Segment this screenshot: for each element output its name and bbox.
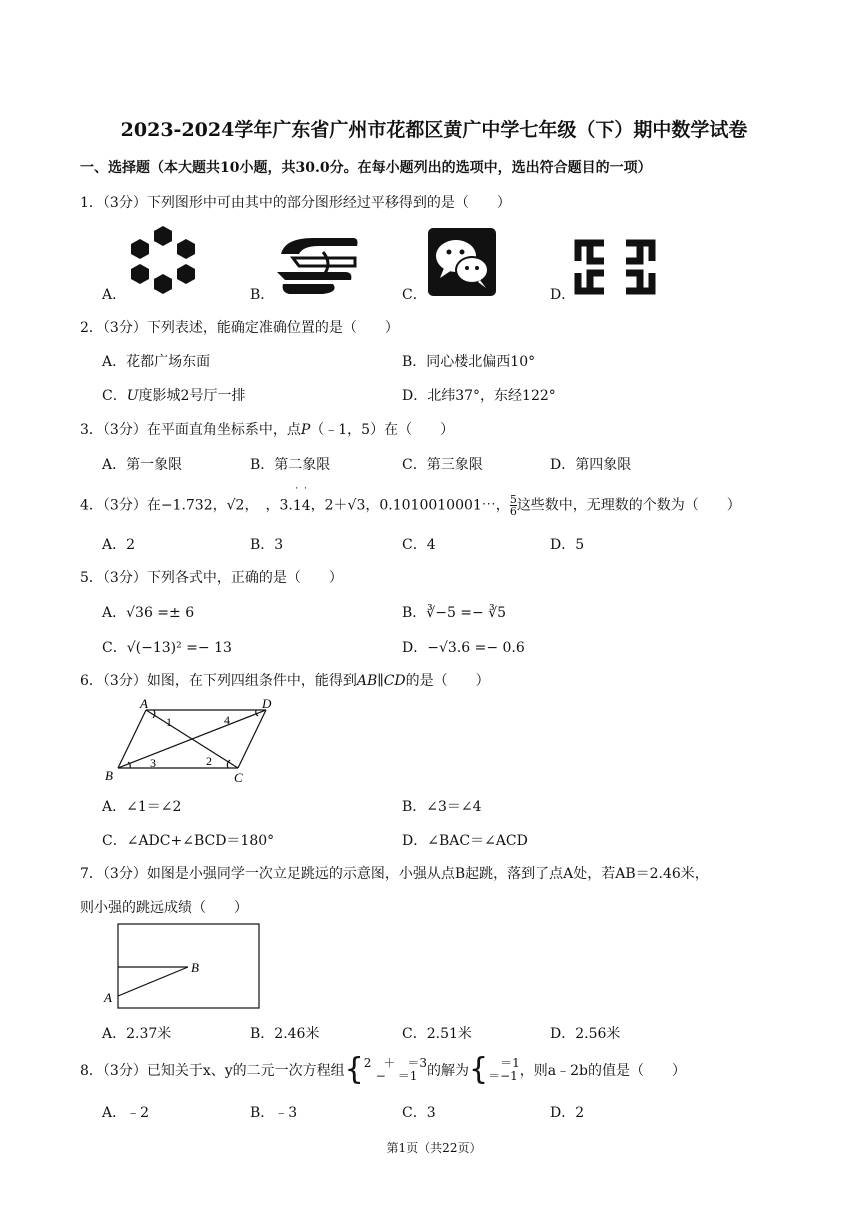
angle-1-label: 1 xyxy=(166,715,172,729)
question-3-stem: 3．（3分）在平面直角坐标系中，点P（﹣1，5）在（ ） xyxy=(80,422,455,438)
q2-option-d: D．北纬37°，东经122° xyxy=(402,388,556,404)
fraction-five-sixths: $\frac{5}{6}$ xyxy=(509,493,517,518)
q1-option-d-label: D． xyxy=(550,287,576,303)
angle-3-label: 3 xyxy=(150,756,156,770)
q8-option-b: B．﹣3 xyxy=(250,1105,298,1121)
swirl-logo-figure xyxy=(273,234,359,296)
q7-option-d: D．2.56米 xyxy=(550,1026,621,1042)
q8-option-c: C．3 xyxy=(402,1105,436,1121)
question-1-stem: 1．（3分）下列图形中可由其中的部分图形经过平移得到的是（ ） xyxy=(80,195,511,211)
question-6-stem: 6．（3分）如图，在下列四组条件中，能得到AB∥CD的是（ ） xyxy=(80,673,490,689)
q6-option-b: B．∠3＝∠4 xyxy=(402,799,482,815)
fret-pattern-figure xyxy=(574,239,656,295)
parallelogram-figure xyxy=(100,696,282,786)
question-5-stem: 5．（3分）下列各式中，正确的是（ ） xyxy=(80,570,343,586)
equation-system: 2 ＋ ＝3 − ＝1 xyxy=(363,1056,427,1083)
question-2-stem: 2．（3分）下列表述，能确定准确位置的是（ ） xyxy=(80,320,399,336)
q6-option-a: A．∠1＝∠2 xyxy=(102,799,182,815)
q4-option-b: B．3 xyxy=(250,537,284,553)
solution-system: ＝1 ＝−1 xyxy=(488,1056,520,1083)
vertex-a-label: A xyxy=(140,696,148,711)
long-jump-figure xyxy=(100,920,264,1010)
q3-option-d: D．第四象限 xyxy=(550,457,632,473)
q3-option-c: C．第三象限 xyxy=(402,457,483,473)
hexagon-ring-figure xyxy=(126,224,200,296)
q6-option-d: D．∠BAC＝∠ACD xyxy=(402,833,528,849)
vertex-b-label: B xyxy=(105,768,113,783)
q6-option-c: C．∠ADC+∠BCD＝180° xyxy=(102,833,275,849)
angle-4-label: 4 xyxy=(224,713,230,727)
q3-option-a: A．第一象限 xyxy=(102,457,183,473)
page-title: 2023-2024学年广东省广州市花都区黄广中学七年级（下）期中数学试卷 xyxy=(120,119,748,141)
q5-option-d: D．−√3.6 =− 0.6 xyxy=(402,640,525,656)
q1-option-c-label: C． xyxy=(402,287,427,303)
q5-option-b: B．∛−5 =− ∛5 xyxy=(402,605,507,621)
question-4-stem: 4．（3分）在−1.732，√2， ，3. ˙ ˙ 14，2＋√3，0.1010010001⋯， $\frac{5}{6}$ 这些数中，无理数的个数为（ ） xyxy=(80,485,741,518)
q7-option-b: B．2.46米 xyxy=(250,1026,320,1042)
q3-option-b: B．第二象限 xyxy=(250,457,331,473)
q4-option-d: D．5 xyxy=(550,537,585,553)
q4-option-a: A．2 xyxy=(102,537,136,553)
page-footer: 第1页（共22页） xyxy=(386,1141,482,1155)
q1-option-b-label: B． xyxy=(250,287,275,303)
q1-option-a-label: A． xyxy=(102,287,127,303)
q4-option-c: C．4 xyxy=(402,537,436,553)
vertex-c-label: C xyxy=(234,770,243,785)
point-b-label: B xyxy=(191,960,199,975)
q8-option-a: A．﹣2 xyxy=(102,1105,150,1121)
point-a-label: A xyxy=(104,990,112,1005)
repeating-dots: ˙ ˙ xyxy=(293,485,309,499)
solution-brace-left: { xyxy=(469,1052,489,1087)
q5-option-c: C．√(−13)² =− 13 xyxy=(102,640,232,656)
section-heading: 一、选择题（本大题共10小题，共30.0分。在每小题列出的选项中，选出符合题目的一项） xyxy=(80,160,652,176)
q8-option-d: D．2 xyxy=(550,1105,585,1121)
angle-2-label: 2 xyxy=(206,754,212,768)
q2-option-a: A．花都广场东面 xyxy=(102,354,211,370)
question-7-line-1: 7．（3分）如图是小强同学一次立足跳远的示意图，小强从点B起跳，落到了点A处，若AB＝2.46米， xyxy=(80,866,709,882)
q7-option-c: C．2.51米 xyxy=(402,1026,472,1042)
q5-option-a: A．√36 =± 6 xyxy=(102,605,195,621)
question-8-stem: 8．（3分）已知关于x、y的二元一次方程组 { 2 ＋ ＝3 − ＝1 的解为 { ＝1 ＝−1 ，则a﹣2b的值是（ ） xyxy=(80,1052,686,1087)
chat-bubbles-figure xyxy=(428,228,496,296)
q7-option-a: A．2.37米 xyxy=(102,1026,172,1042)
question-7-line-2: 则小强的跳远成绩（ ） xyxy=(80,900,248,916)
q2-option-c: C．U度影城2号厅一排 xyxy=(102,388,246,404)
vertex-d-label: D xyxy=(262,696,272,711)
q2-option-b: B．同心楼北偏西10° xyxy=(402,354,536,370)
system-brace-left: { xyxy=(344,1052,364,1087)
